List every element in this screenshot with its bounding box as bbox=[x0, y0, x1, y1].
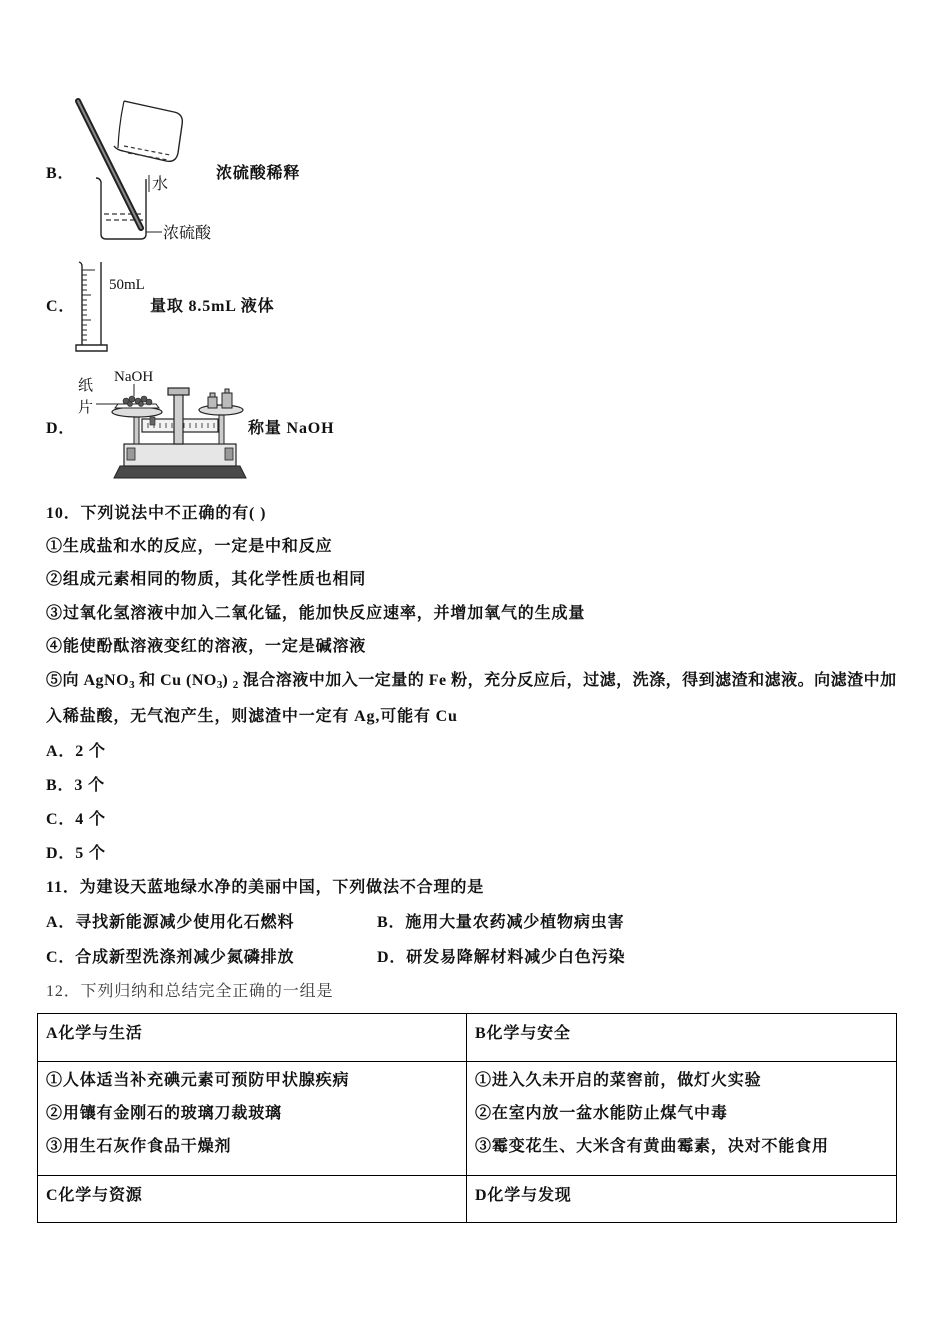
subscript-2: 2 bbox=[232, 679, 239, 691]
diagram-acid-dilution bbox=[70, 95, 220, 245]
diagram-balance bbox=[70, 362, 250, 482]
scale-rider bbox=[150, 417, 155, 425]
naoh-label: NaOH bbox=[114, 369, 154, 385]
balance-column-top bbox=[168, 388, 189, 395]
q10-statement-3: ③过氧化氢溶液中加入二氧化锰，能加快反应速率，并增加氧气的生成量 bbox=[46, 605, 586, 622]
q10-statement-1: ①生成盐和水的反应，一定是中和反应 bbox=[46, 538, 333, 555]
cell-b-item-2: ②在室内放一盆水能防止煤气中毒 bbox=[475, 1105, 728, 1122]
q11-choice-b: B．施用大量农药减少植物病虫害 bbox=[377, 914, 625, 931]
subscript-3-agno3: 3 bbox=[129, 679, 135, 691]
cell-b-item-1: ①进入久未开启的菜窖前，做灯火实验 bbox=[475, 1072, 762, 1089]
cell-a-item-1: ①人体适当补充碘元素可预防甲状腺疾病 bbox=[46, 1072, 350, 1089]
balance-column bbox=[174, 394, 183, 444]
acid-label: 浓硫酸 bbox=[163, 225, 212, 242]
q11-stem: 11．为建设天蓝地绿水净的美丽中国，下列做法不合理的是 bbox=[46, 879, 485, 896]
q11-choice-a: A．寻找新能源减少使用化石燃料 bbox=[46, 914, 295, 931]
q10-choice-a: A．2 个 bbox=[46, 743, 106, 760]
subscript-3-no3: 3 bbox=[216, 679, 223, 691]
cylinder-body bbox=[79, 262, 101, 345]
q12-stem: 12．下列归纳和总结完全正确的一组是 bbox=[46, 983, 334, 1000]
statement-5-part-2: 和 Cu (NO bbox=[134, 672, 217, 689]
left-pan-support bbox=[134, 414, 139, 444]
cell-b-item-3: ③霉变花生、大米含有黄曲霉素，决对不能食用 bbox=[475, 1138, 829, 1155]
cylinder-base bbox=[76, 345, 107, 351]
q11-choice-d: D．研发易降解材料减少白色污染 bbox=[377, 949, 626, 966]
balance-base bbox=[124, 444, 236, 466]
diagram-graduated-cylinder bbox=[70, 255, 160, 355]
q10-stem: 10．下列说法中不正确的有( ) bbox=[46, 505, 267, 522]
summary-table bbox=[37, 1013, 897, 1223]
cell-b-title: B化学与安全 bbox=[467, 1014, 897, 1062]
option-b-caption: 浓硫酸稀释 bbox=[216, 165, 301, 182]
option-b-letter: B． bbox=[46, 165, 75, 182]
cell-a-title: A化学与生活 bbox=[38, 1014, 467, 1062]
option-d-letter: D． bbox=[46, 420, 76, 437]
cell-d-title: D化学与发现 bbox=[467, 1176, 897, 1223]
upper-beaker bbox=[114, 101, 182, 161]
balance-foot-left bbox=[127, 448, 135, 460]
cell-a-items bbox=[38, 1062, 467, 1176]
right-pan-support bbox=[219, 412, 224, 444]
paper-label-1: 纸 bbox=[78, 378, 94, 394]
cell-b-items bbox=[467, 1062, 897, 1176]
q10-choice-b: B．3 个 bbox=[46, 777, 105, 794]
option-d-caption: 称量 NaOH bbox=[248, 420, 335, 437]
balance-foot-right bbox=[225, 448, 233, 460]
graduation-marks bbox=[82, 270, 95, 340]
cell-a-item-2: ②用镶有金刚石的玻璃刀裁玻璃 bbox=[46, 1105, 282, 1122]
volume-label: 50mL bbox=[109, 277, 145, 293]
q10-statement-2: ②组成元素相同的物质，其化学性质也相同 bbox=[46, 571, 367, 588]
water-label: 水 bbox=[152, 176, 169, 193]
cell-c-title: C化学与资源 bbox=[38, 1176, 467, 1223]
q10-statement-4: ④能使酚酞溶液变红的溶液，一定是碱溶液 bbox=[46, 638, 367, 655]
cell-a-item-3: ③用生石灰作食品干燥剂 bbox=[46, 1138, 232, 1155]
option-c-letter: C． bbox=[46, 298, 76, 315]
paper-label-2: 片 bbox=[78, 400, 94, 416]
balance-plinth bbox=[114, 466, 246, 478]
q10-choice-d: D．5 个 bbox=[46, 845, 106, 862]
q10-statement-5-line-2: 入稀盐酸，无气泡产生，则滤渣中一定有 Ag,可能有 Cu bbox=[46, 708, 458, 725]
weighing-paper bbox=[115, 404, 159, 408]
q10-statement-5-line-1 bbox=[46, 670, 897, 692]
statement-5-part-1: ⑤向 AgNO bbox=[46, 672, 130, 689]
statement-5-part-3: ) bbox=[222, 672, 233, 689]
statement-5-part-4: 混合溶液中加入一定量的 Fe 粉，充分反应后，过滤，洗涤，得到滤渣和滤液。向滤渣中加 bbox=[238, 672, 897, 689]
q10-choice-c: C．4 个 bbox=[46, 811, 106, 828]
q11-choice-c: C．合成新型洗涤剂减少氮磷排放 bbox=[46, 949, 295, 966]
right-pan bbox=[199, 405, 243, 415]
option-c-caption: 量取 8.5mL 液体 bbox=[150, 298, 275, 315]
